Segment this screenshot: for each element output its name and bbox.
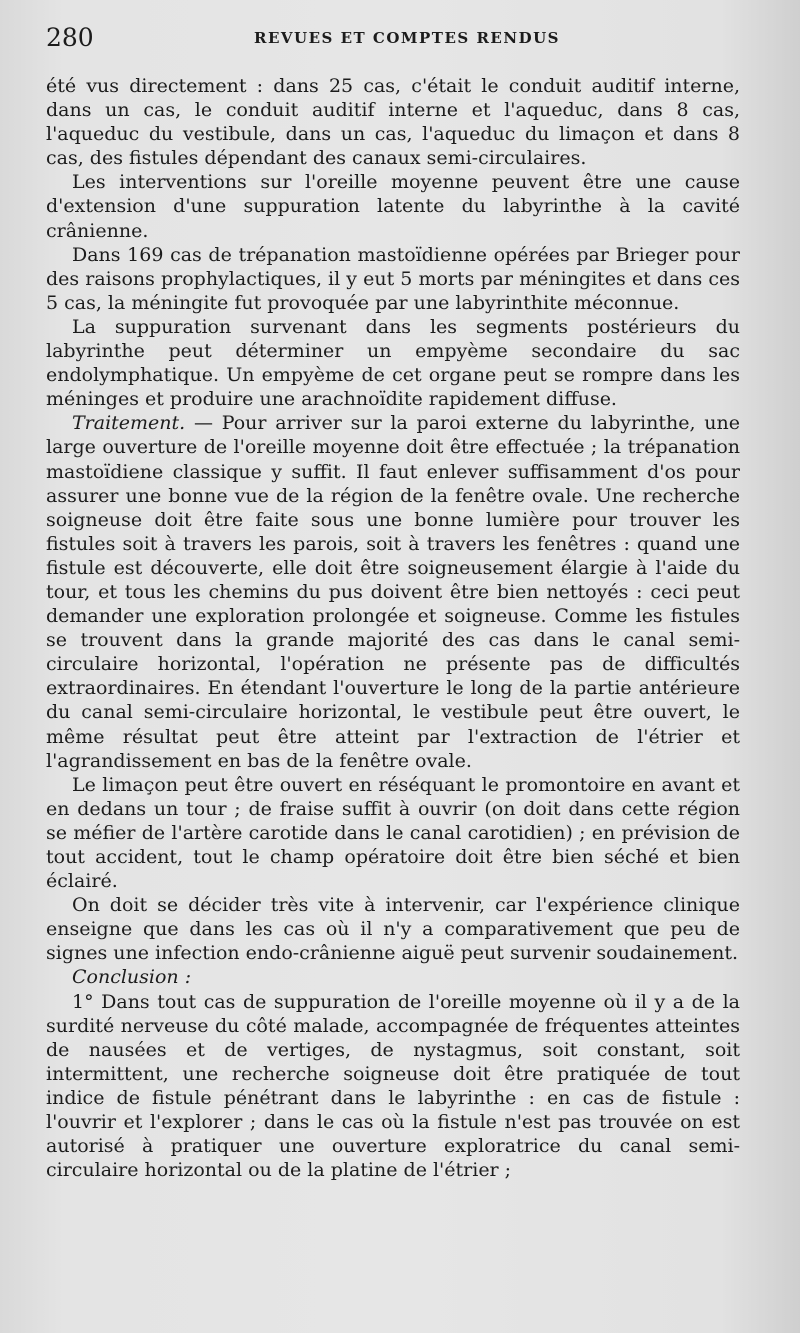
treatment-text: — Pour arriver sur la paroi externe du labyrinthe, une large ouverture de l'oreille moyenne doit être effectuée ; la trépanation mastoïdiene classique y suffit. Il faut enlever suffisamment d'os pour assurer une bonne vue de la région de la fenêtre ovale. Une recherche soigneuse doit être faite sous une bonne lumière pour trouver les fistules soit à travers les parois, soit à travers les fenêtres : quand une fistule est découverte, elle doit être soigneusement élargie à l'aide du tour, et tous les chemins du pus doivent être bien nettoyés : ceci peut demander une exploration prolongée et soigneuse. Comme les fistules se trouvent dans la grande majorité des cas dans le canal semi-circulaire horizontal, l'opération ne présente pas de difficultés extraordinaires. En étendant l'ouverture le long de la partie antérieure du canal semi-circulaire horizontal, le vestibule peut être ouvert, le même résultat peut être atteint par l'extraction de l'étrier et l'agrandissement en bas de la fenêtre ovale. (46, 412, 740, 772)
conclusion-heading (46, 965, 740, 989)
paragraph: Dans 169 cas de trépanation mastoïdienne opérées par Brieger pour des raisons prophylactiques, il y eut 5 morts par méningites et dans ces 5 cas, la méningite fut provoquée par une labyrinthite méconnue. (46, 243, 740, 314)
running-head: REVUES ET COMPTES RENDUS (254, 29, 560, 47)
paragraph-continued: été vus directement : dans 25 cas, c'était le conduit auditif interne, dans un cas, le conduit auditif interne et l'aqueduc, dans 8 cas, l'aqueduc du vestibule, dans un cas, l'aqueduc du limaçon et dans 8 cas, des fistules dépendant des canaux semi-circulaires. (46, 75, 740, 170)
conclusion-label: Conclusion : (72, 966, 192, 989)
paragraph: La suppuration survenant dans les segments postérieurs du labyrinthe peut déterminer un empyème secondaire du sac endolymphatique. Un empyème de cet organe peut se rompre dans les méninges et produire une arachnoïdite rapidement diffuse. (46, 315, 740, 411)
page-header (46, 22, 746, 54)
treatment-label: Traitement. (72, 412, 186, 435)
paragraph: Le limaçon peut être ouvert en réséquant le promontoire en avant et en dedans un tour ; de fraise suffit à ouvrir (on doit dans cette région se méfier de l'artère carotide dans le canal carotidien) ; en prévision de tout accident, tout le champ opératoire doit être bien séché et bien éclairé. (46, 773, 740, 893)
conclusion-item-1: 1° Dans tout cas de suppuration de l'oreille moyenne où il y a de la surdité nerveuse du côté malade, accompagnée de fréquentes atteintes de nausées et de vertiges, de nystagmus, soit constant, soit intermittent, une recherche soigneuse doit être pratiquée de tout indice de fistule pénétrant dans le labyrinthe : en cas de fistule : l'ouvrir et l'explorer ; dans le cas où la fistule n'est pas trouvée on est autorisé à pratiquer une ouverture exploratrice du canal semi-circulaire horizontal ou de la platine de l'étrier ; (46, 990, 740, 1182)
page-number: 280 (46, 23, 94, 52)
page-body (46, 74, 740, 1182)
paragraph: On doit se décider très vite à intervenir, car l'expérience clinique enseigne que dans les cas où il n'y a comparativement que peu de signes une infection endo-crânienne aiguë peut survenir soudainement. (46, 894, 740, 965)
treatment-paragraph (46, 411, 740, 772)
paragraph: Les interventions sur l'oreille moyenne peuvent être une cause d'extension d'une suppuration latente du labyrinthe à la cavité crânienne. (46, 171, 740, 242)
